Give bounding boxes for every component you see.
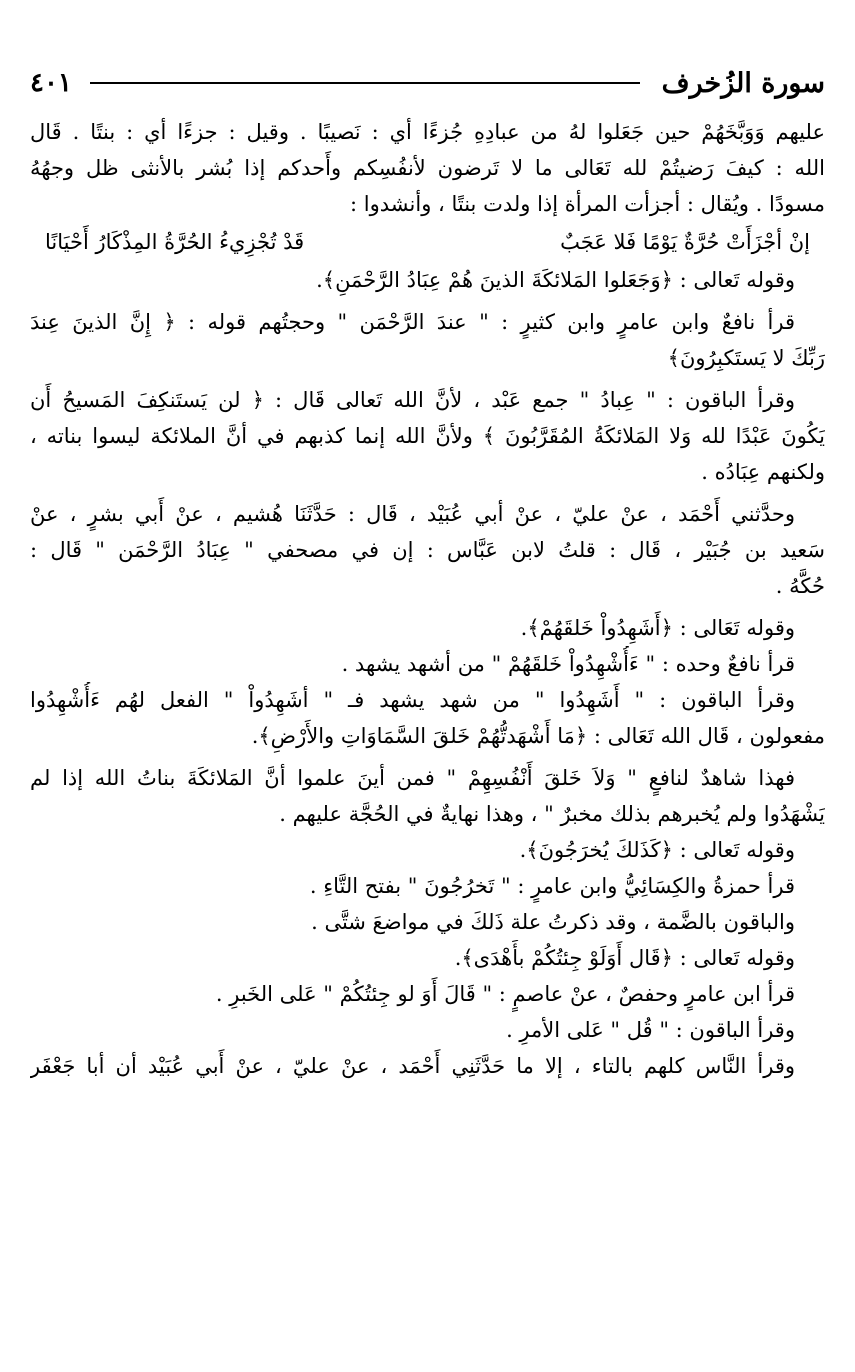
page-number: ٤٠١ [30, 68, 72, 98]
text-line: وقرأ الباقون : " قُل " عَلى الأمرِ . [506, 1018, 795, 1042]
text-line: يَكُونَ عَبْدًا لله وَلا المَلائكَةُ المُقَرَّبُونَ ﴾ ولأنَّ الله إنما كذبهم في أنَّ الملائكة ليسوا بناته ، [30, 424, 825, 448]
text-line: رَبِّكَ لا يَستَكبِرُونَ﴾ [667, 346, 825, 370]
text-line: وقوله تَعالى : ﴿قَال أَوَلَوْ جِئتُكُمْ بأَهْدَى﴾. [454, 946, 795, 970]
verse-second-hemistich: قَدْ تُجْزِيءُ الحُرَّةُ المِذْكَارُ أَحْيَانًا [45, 230, 305, 254]
text-line: وقرأ الباقون : " عِبادُ " جمع عَبْد ، لأنَّ الله تَعالى قَال : ﴿ لن يَستَنكِفَ المَسيحُ أَن [30, 388, 795, 412]
text-line: وحدَّثني أَحْمَد ، عنْ عليّ ، عنْ أبي عُبَيْد ، قَال : حَدَّثَنَا هُشيم ، عنْ أَبي بشرٍ ، عنْ [30, 502, 795, 526]
text-line: ولكنهم عِبَادُه . [701, 460, 825, 484]
text-line: وقوله تَعالى : ﴿وَجَعَلوا المَلائكَةَ الذينَ هُمْ عِبَادُ الرَّحْمَنِ﴾. [316, 268, 795, 292]
text-line: عليهم وَوَبَّخَهُمْ حين جَعَلوا لهُ من عبادِهِ جُزءًا أي : نَصيبًا . وقيل : جزءًا أي : بنتًا . قَال [30, 120, 825, 144]
surah-title: سورة الزُخرف [661, 67, 825, 99]
text-line: سَعيد بن جُبَيْر ، قَال : قلتُ لابن عَبَّاس : إن في مصحفي " عِبَادُ الرَّحْمَن " قَال : [30, 538, 825, 562]
verse-first-hemistich: إنْ أجْزَأَتْ حُرَّةٌ يَوْمًا فَلا عَجَبٌ [560, 230, 810, 254]
text-line: وقرأ الباقون : " أَشَهِدُوا " من شهد يشهد فـ " أشَهِدُواْ " الفعل لهُم ءَأُشْهِدُوا [30, 688, 795, 712]
text-line: فهذا شاهدٌ لنافعٍ " وَلاَ خَلقَ أَنْفُسِهِمْ " فمن أينَ علموا أنَّ المَلائكَةَ بناتُ الله إذا لم [30, 766, 795, 790]
text-line: قرأ ابن عامرٍ وحفصٌ ، عنْ عاصمٍ : " قَالَ أَوَ لو جِئتُكُمْ " عَلى الخَبرِ . [215, 982, 795, 1006]
text-line: وقوله تَعَالى : ﴿أَشَهِدُواْ خَلقَهُمْ﴾. [520, 616, 795, 640]
header-rule [90, 82, 640, 84]
page [30, 58, 825, 1342]
poetry-verse [30, 222, 825, 262]
text-line: حُكَّهُ . [775, 574, 825, 598]
text-line: والباقون بالضَّمة ، وقد ذكرتُ علة ذَلكَ في مواضعَ شتَّى . [311, 910, 795, 934]
text-line: وقوله تَعالى : ﴿كَذَلكَ يُخرَجُونَ﴾. [519, 838, 795, 862]
page-header [30, 58, 825, 108]
text-line: قرأ حمزةُ والكِسَائِيُّ وابن عامرٍ : " تَخرُجُونَ " بفتح التَّاءِ . [309, 874, 795, 898]
text-line: الله : كيفَ رَضيتُمْ لله تَعَالى ما لا تَرضون لأنفُسِكم وأَحدكم إذا بُشر بالأنثى ظل وجهُهُ [30, 156, 825, 180]
page-body [30, 114, 825, 1084]
text-line: مسودًا . ويُقال : أجزأت المرأة إذا ولدت بنتًا ، وأنشدوا : [350, 192, 825, 216]
text-line: وقرأ النَّاس كلهم بالتاء ، إلا ما حَدَّثَنِي أَحْمَد ، عنْ عليّ ، عنْ أَبي عُبَيْد أن أبا جَعْفَر [30, 1054, 795, 1078]
text-line: قرأ نافعٌ وحده : " ءَأُشْهِدُواْ خَلقَهُمْ " من أشهد يشهد . [341, 652, 795, 676]
text-line: يَشْهَدُوا ولم يُخبرهم بذلك مخبرٌ " ، وهذا نهايةٌ في الحُجَّة عليهم . [279, 802, 825, 826]
text-line: مفعولون ، قَال الله تَعَالى : ﴿مَا أَشْهَدتُّهُمْ خَلقَ السَّمَاوَاتِ والأَرْضِ﴾. [251, 724, 825, 748]
text-line: قرأ نافعٌ وابن عامرٍ وابن كثيرٍ : " عندَ الرَّحْمَن " وحجتُهم قوله : ﴿ إِنَّ الذينَ عِندَ [30, 310, 795, 334]
